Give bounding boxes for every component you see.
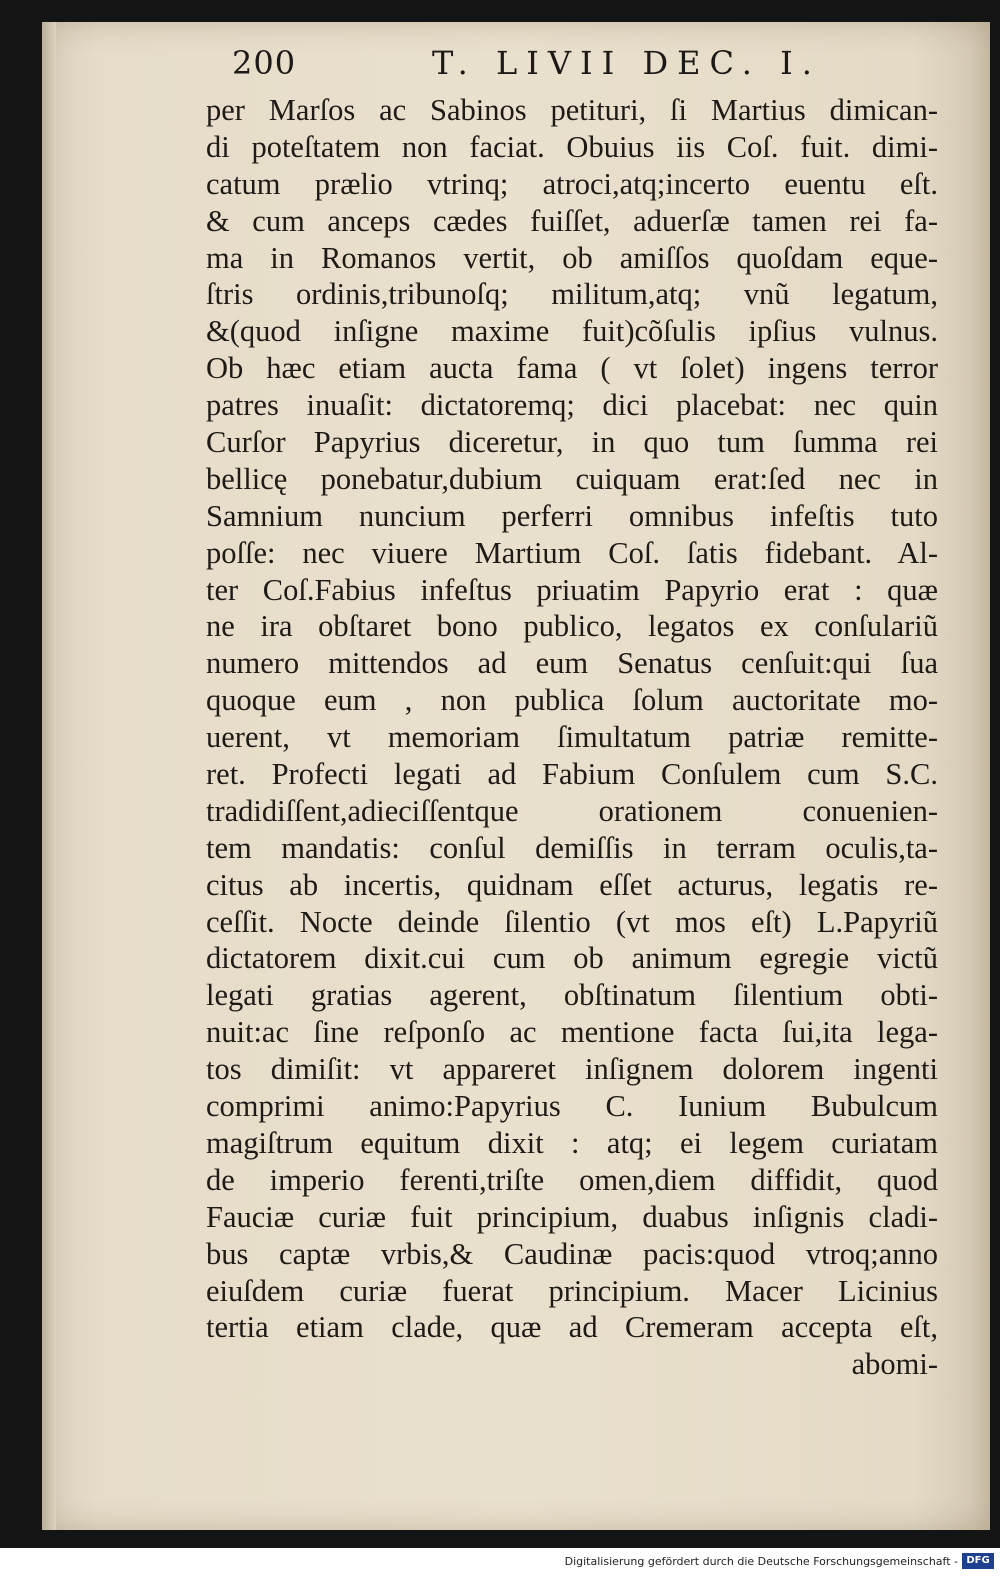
text-line: Samnium nuncium perferri omnibus infeſtis tuto: [206, 498, 938, 533]
text-line: catum prælio vtrinq; atroci,atq;incerto euentu eſt.: [206, 166, 938, 201]
digitization-footer: [0, 1548, 1000, 1576]
text-line: ſtris ordinis,tribunoſq; militum,atq; vnũ legatum,: [206, 277, 938, 312]
text-line: ceſſit. Nocte deinde ſilentio (vt mos eſt) L.Papyriũ: [206, 904, 938, 939]
body-text: [206, 92, 938, 1383]
book-page: [42, 22, 990, 1530]
text-line: ter Coſ.Fabius infeſtus priuatim Papyrio erat : quæ: [206, 572, 938, 607]
text-line: poſſe: nec viuere Martium Coſ. ſatis fidebant. Al-: [206, 535, 938, 570]
text-line: ma in Romanos vertit, ob amiſſos quoſdam eque-: [206, 240, 938, 275]
text-line: tertia etiam clade, quæ ad Cremeram accepta eſt,: [206, 1310, 938, 1345]
catchword: abomi-: [851, 1347, 938, 1382]
text-line: di poteſtatem non faciat. Obuius iis Coſ. fuit. dimi-: [206, 129, 938, 164]
text-line: tradidiſſent,adieciſſentque orationem conuenien-: [206, 793, 938, 828]
text-line: comprimi animo:Papyrius C. Iunium Bubulcum: [206, 1089, 938, 1124]
text-line: patres inuaſit: dictatoremq; dici placebat: nec quin: [206, 388, 938, 423]
text-line: numero mittendos ad eum Senatus cenſuit:qui ſua: [206, 646, 938, 681]
page-edge: [42, 22, 56, 1530]
running-title: T. LIVII DEC. I.: [432, 44, 821, 82]
text-line: ret. Profecti legati ad Fabium Conſulem cum S.C.: [206, 757, 938, 792]
text-line: &(quod inſigne maxime fuit)cõſulis ipſius vulnus.: [206, 314, 938, 349]
text-line: tem mandatis: conſul demiſſis in terram oculis,ta-: [206, 830, 938, 865]
text-line: bellicę ponebatur,dubium cuiquam erat:ſed nec in: [206, 461, 938, 496]
text-line: quoque eum , non publica ſolum auctoritate mo-: [206, 683, 938, 718]
text-line: citus ab incertis, quidnam eſſet acturus, legatis re-: [206, 867, 938, 902]
text-line: Ob hæc etiam aucta fama ( vt ſolet) ingens terror: [206, 351, 938, 386]
text-line: nuit:ac ſine reſponſo ac mentione facta ſui,ita lega-: [206, 1015, 938, 1050]
text-line: uerent, vt memoriam ſimultatum patriæ remitte-: [206, 720, 938, 755]
text-line: legati gratias agerent, obſtinatum ſilentium obti-: [206, 978, 938, 1013]
text-line: & cum anceps cædes fuiſſet, aduerſæ tamen rei fa-: [206, 203, 938, 238]
text-line: ne ira obſtaret bono publico, legatos ex conſulariũ: [206, 609, 938, 644]
dfg-logo: DFG: [962, 1553, 994, 1569]
text-line: per Marſos ac Sabinos petituri, ſi Martius dimican-: [206, 93, 938, 127]
text-line: de imperio ferenti,triſte omen,diem diffidit, quod: [206, 1162, 938, 1197]
text-line: bus captæ vrbis,& Caudinæ pacis:quod vtroq;anno: [206, 1236, 938, 1271]
text-line: Curſor Papyrius diceretur, in quo tum ſumma rei: [206, 425, 938, 460]
text-line: magiſtrum equitum dixit : atq; ei legem curiatam: [206, 1125, 938, 1160]
text-line: dictatorem dixit.cui cum ob animum egregie victũ: [206, 941, 938, 976]
text-line: eiuſdem curiæ fuerat principium. Macer Licinius: [206, 1273, 938, 1308]
funding-credit: Digitalisierung gefördert durch die Deutsche Forschungsgemeinschaft -: [564, 1555, 958, 1568]
text-line: Fauciæ curiæ fuit principium, duabus inſignis cladi-: [206, 1199, 938, 1234]
page-number: 200: [232, 44, 297, 82]
running-head: [232, 44, 932, 88]
text-line: tos dimiſit: vt appareret inſignem dolorem ingenti: [206, 1052, 938, 1087]
